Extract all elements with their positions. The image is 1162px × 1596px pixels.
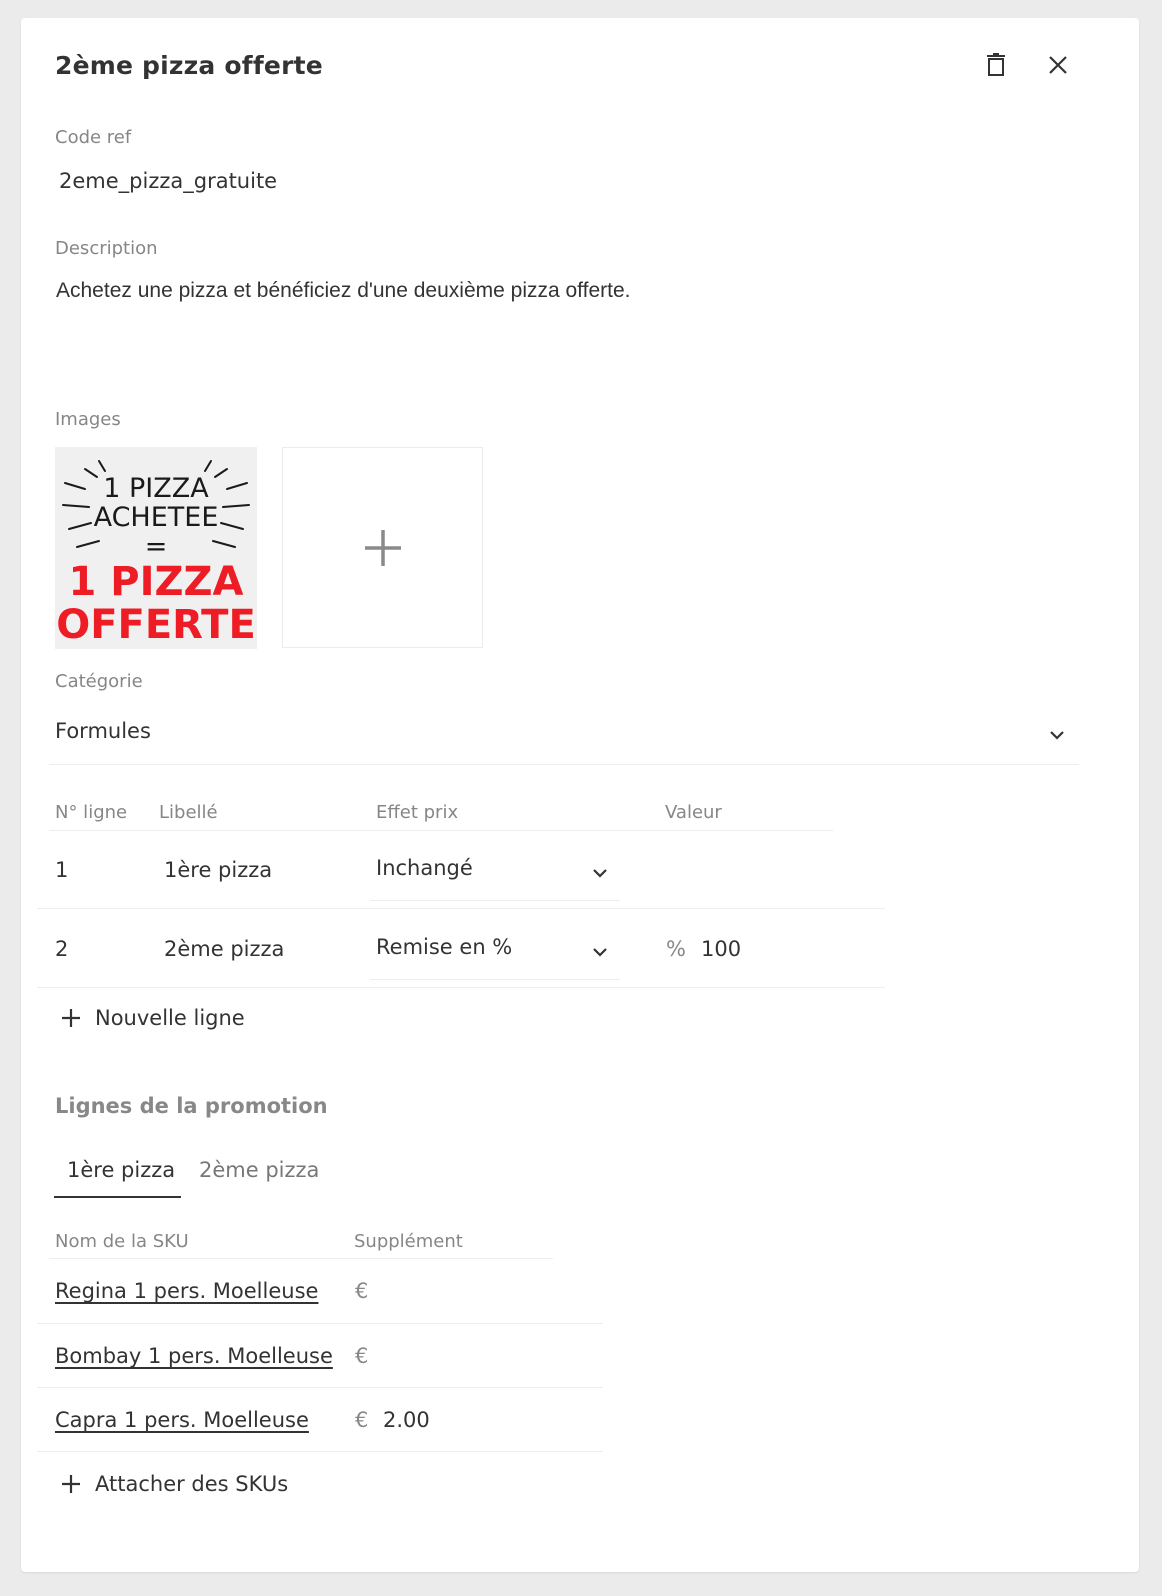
row-divider bbox=[37, 1323, 603, 1324]
row-divider bbox=[37, 1451, 603, 1452]
supplement-currency: € bbox=[355, 1344, 369, 1368]
add-image-button[interactable] bbox=[282, 447, 483, 648]
code-ref-label: Code ref bbox=[55, 127, 132, 148]
description-field[interactable]: Achetez une pizza et bénéficiez d'une deuxième pizza offerte. bbox=[56, 279, 631, 302]
tab-2eme-pizza[interactable]: 2ème pizza bbox=[199, 1158, 320, 1182]
images-label: Images bbox=[55, 409, 121, 430]
col-libelle-header: Libellé bbox=[159, 802, 218, 823]
promo-image-thumbnail[interactable] bbox=[55, 447, 257, 649]
row-libelle-field[interactable]: 2ème pizza bbox=[164, 937, 285, 961]
sku-link[interactable]: Bombay 1 pers. Moelleuse bbox=[55, 1344, 333, 1368]
row-divider bbox=[37, 1387, 603, 1388]
row-valeur-field[interactable]: 100 bbox=[701, 937, 742, 961]
select-underline bbox=[370, 979, 620, 980]
categorie-dropdown[interactable] bbox=[1048, 726, 1066, 745]
chevron-down-icon bbox=[591, 946, 609, 958]
categorie-label: Catégorie bbox=[55, 671, 143, 692]
sku-link[interactable]: Capra 1 pers. Moelleuse bbox=[55, 1408, 309, 1432]
supplement-currency: € bbox=[355, 1408, 369, 1432]
categorie-select-value[interactable]: Formules bbox=[55, 719, 151, 743]
row-effet-dropdown[interactable] bbox=[591, 864, 609, 883]
add-line-button[interactable] bbox=[61, 1006, 245, 1030]
row-divider bbox=[37, 987, 885, 988]
close-icon bbox=[1048, 55, 1068, 75]
tab-1ere-pizza[interactable]: 1ère pizza bbox=[67, 1158, 176, 1182]
supplement-field[interactable]: 2.00 bbox=[383, 1408, 430, 1432]
row-num: 1 bbox=[55, 858, 69, 882]
sku-header-divider bbox=[49, 1258, 553, 1259]
thumb-text-5: OFFERTE bbox=[56, 602, 256, 648]
chevron-down-icon bbox=[1048, 729, 1066, 741]
row-effet-select[interactable]: Inchangé bbox=[376, 856, 473, 880]
row-divider bbox=[37, 908, 885, 909]
table-header-divider bbox=[49, 830, 833, 831]
col-num-header: N° ligne bbox=[55, 802, 128, 823]
thumb-text-1: 1 PIZZA bbox=[103, 473, 209, 504]
code-ref-field[interactable]: 2eme_pizza_gratuite bbox=[59, 169, 278, 193]
chevron-down-icon bbox=[591, 867, 609, 879]
thumb-text-2: ACHETEE bbox=[93, 502, 219, 533]
attach-skus-button[interactable] bbox=[61, 1472, 288, 1496]
trash-icon bbox=[986, 53, 1006, 77]
row-effet-select[interactable]: Remise en % bbox=[376, 935, 513, 959]
delete-button[interactable] bbox=[978, 47, 1014, 83]
select-underline bbox=[370, 900, 620, 901]
row-effet-dropdown[interactable] bbox=[591, 943, 609, 962]
promo-image bbox=[55, 447, 257, 649]
row-libelle-field[interactable]: 1ère pizza bbox=[164, 858, 273, 882]
row-num: 2 bbox=[55, 937, 69, 961]
plus-icon bbox=[61, 1474, 81, 1494]
promotion-panel bbox=[21, 18, 1139, 1572]
active-tab-indicator bbox=[54, 1196, 181, 1198]
col-effet-header: Effet prix bbox=[376, 802, 459, 823]
description-label: Description bbox=[55, 238, 158, 259]
thumb-text-4: 1 PIZZA bbox=[68, 559, 244, 605]
supplement-currency: € bbox=[355, 1279, 369, 1303]
row-valeur-unit: % bbox=[666, 937, 686, 961]
panel-title: 2ème pizza offerte bbox=[55, 51, 323, 80]
add-line-label: Nouvelle ligne bbox=[95, 1006, 245, 1030]
col-valeur-header: Valeur bbox=[665, 802, 722, 823]
plus-icon bbox=[61, 1008, 81, 1028]
col-supplement-header: Supplément bbox=[354, 1231, 463, 1252]
attach-skus-label: Attacher des SKUs bbox=[95, 1472, 289, 1496]
sku-link[interactable]: Regina 1 pers. Moelleuse bbox=[55, 1279, 319, 1303]
plus-icon bbox=[363, 528, 403, 568]
categorie-divider bbox=[49, 764, 1079, 765]
close-button[interactable] bbox=[1040, 47, 1076, 83]
col-sku-header: Nom de la SKU bbox=[55, 1231, 189, 1252]
thumb-text-3: = bbox=[144, 531, 168, 562]
promo-section-title: Lignes de la promotion bbox=[55, 1094, 328, 1118]
